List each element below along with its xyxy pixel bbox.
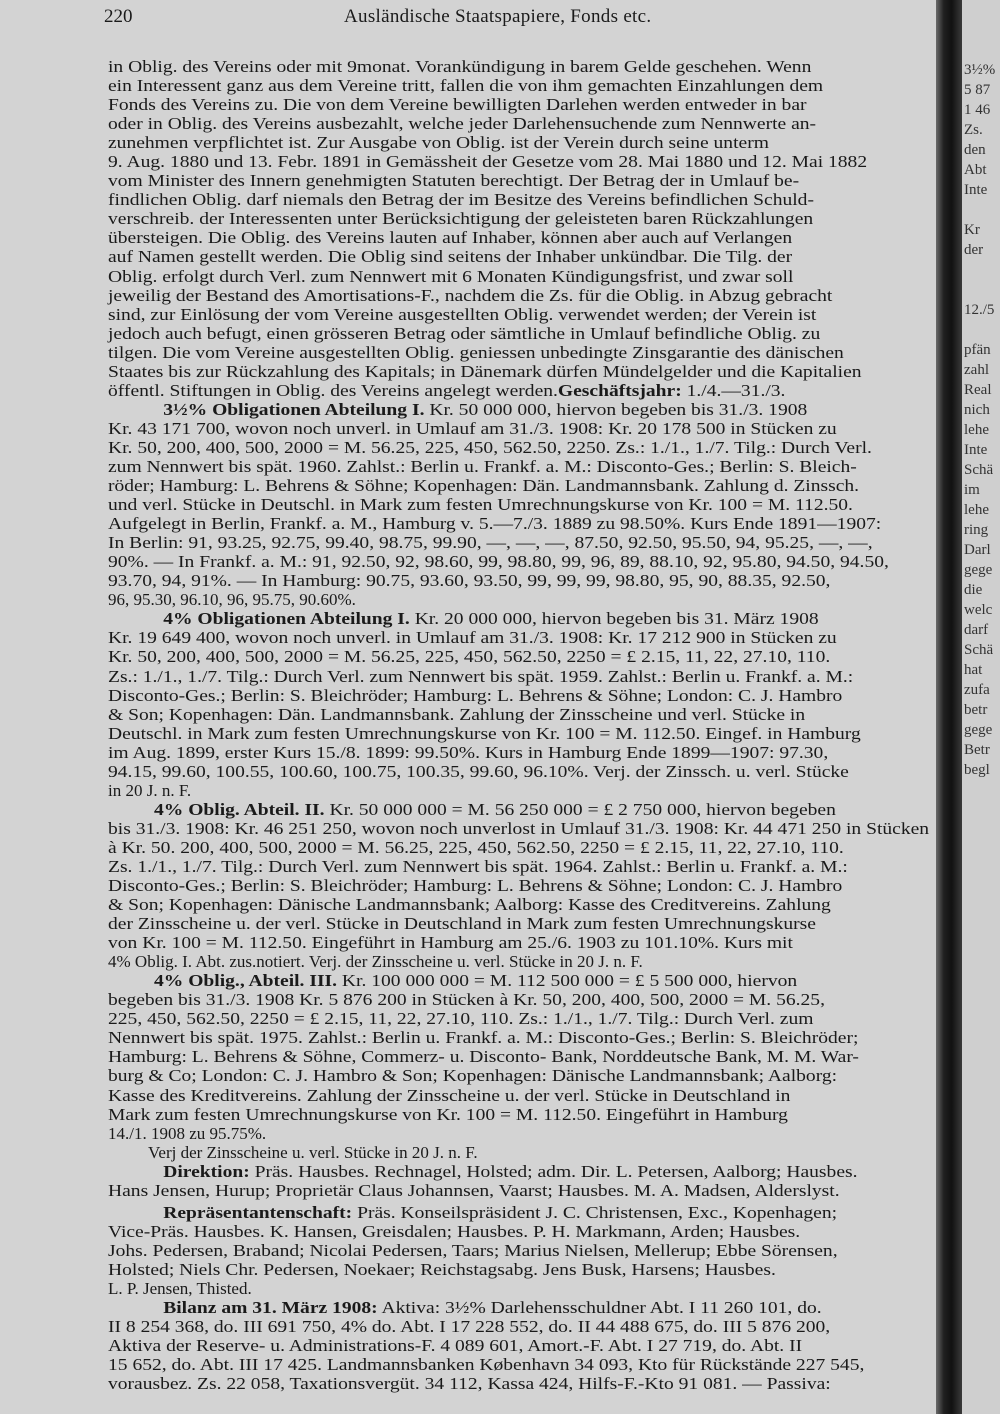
text-line: [108, 114, 1000, 133]
next-page-text-fragment: Real: [964, 382, 992, 398]
text-line: [108, 57, 1000, 76]
line-text: Kr. 100 000 000 = M. 112 500 000 = £ 5 500 000, hiervon: [337, 971, 798, 991]
text-line: [108, 228, 1000, 247]
text-line: [108, 1181, 1000, 1200]
text-line: [108, 895, 1000, 914]
line-text: vom Minister des Innern genehmigten Statuten berechtigt. Der Betrag der in Umlauf be-: [108, 171, 800, 191]
next-page-text-fragment: gege: [964, 562, 993, 578]
line-text: vorausbez. Zs. 22 058, Taxationsvergüt. 34 112, Kassa 424, Hilfs-F.-Kto 91 081. — Passiva:: [108, 1374, 831, 1394]
text-line: [108, 362, 1000, 381]
text-line: [108, 1203, 1000, 1222]
next-page-text-fragment: Kr: [964, 222, 980, 238]
text-line: [108, 76, 1000, 95]
line-text: & Son; Kopenhagen: Dänische Landmannsbank; Aalborg: Kasse des Creditvereins. Zahlung: [108, 895, 831, 915]
text-line: [108, 152, 1000, 171]
text-line: [108, 571, 1000, 590]
text-line: [108, 705, 1000, 724]
text-line: [108, 1086, 1000, 1105]
next-page-text-fragment: [964, 200, 1000, 220]
next-page-text-fragment: gege: [964, 722, 993, 738]
line-text: Hans Jensen, Hurup; Proprietär Claus Johannsen, Vaarst; Hausbes. M. A. Madsen, Alderslyst.: [108, 1180, 840, 1200]
line-text: öffentl. Stiftungen in Oblig. des Vereins angelegt werden.: [108, 380, 558, 400]
line-text: ein Interessent ganz aus dem Vereine tritt, fallen die von ihm gemachten Einzahlungen dem: [108, 76, 824, 96]
text-line: [108, 838, 1000, 857]
line-text: 90%. — In Frankf. a. M.: 91, 92.50, 92, 98.60, 99, 98.80, 99, 96, 89, 88.10, 92, 95.80, 94.50, 94.50,: [108, 552, 889, 572]
next-page-text-fragment: ring: [964, 522, 989, 538]
line-text: verschreib. der Interessenten unter Berücksichtigung der geleisteten baren Rückzahlungen: [108, 209, 814, 229]
line-text: 1./4.—31./3.: [681, 380, 786, 400]
line-text: Kr. 50, 200, 400, 500, 2000 = M. 56.25, 225, 450, 562.50, 2250 = £ 2.15, 11, 22, 27.10, 110.: [108, 647, 831, 667]
text-line: [108, 1355, 1000, 1374]
line-text: im Aug. 1899, erster Kurs 15./8. 1899: 99.50%. Kurs in Hamburg Ende 1899—1907: 97.30,: [108, 742, 829, 762]
text-line: [108, 1298, 1000, 1317]
line-text: Vice-Präs. Hausbes. K. Hansen, Greisdalen; Hausbes. P. H. Markmann, Arden; Hausbes.: [108, 1221, 801, 1241]
text-line: [108, 133, 1000, 152]
line-text: 96, 95.30, 96.10, 96, 95.75, 90.60%.: [108, 590, 356, 610]
next-page-text-fragment: lehe: [964, 422, 989, 438]
text-line: [108, 628, 1000, 647]
line-text: Kr. 50 000 000, hiervon begeben bis 31./3. 1908: [424, 399, 808, 419]
text-line: [108, 1105, 1000, 1124]
text-line: [108, 971, 1000, 990]
text-line: [108, 209, 1000, 228]
next-page-text-fragment: zahl: [964, 362, 989, 378]
line-text: auf Namen gestellt werden. Die Oblig sind seitens der Inhaber unkündbar. Die Tilg. der: [108, 247, 793, 267]
line-text: findlichen Oblig. darf niemals den Betrag der im Besitze des Vereins befindlichen Schuld-: [108, 190, 814, 210]
next-page-text-fragment: Zs.: [964, 122, 983, 138]
bold-heading: Geschäftsjahr:: [557, 380, 682, 400]
line-text: Johs. Pedersen, Braband; Nicolai Pedersen, Taars; Marius Nielsen, Mellerup; Ebbe Sörensen,: [108, 1240, 838, 1260]
line-text: 9. Aug. 1880 und 13. Febr. 1891 in Gemässheit der Gesetze vom 28. Mai 1880 und 12. Mai 1882: [108, 152, 868, 172]
text-line: [108, 724, 1000, 743]
line-text: II 8 254 368, do. III 691 750, 4% do. Abt. I 17 228 552, do. II 44 488 675, do. III 5 876 200,: [108, 1317, 831, 1337]
text-line: [108, 1317, 1000, 1336]
line-text: der Zinsscheine u. der verl. Stücke in Deutschland in Mark zum festen Umrechnungskurse: [108, 914, 816, 934]
text-line: [108, 590, 944, 609]
text-line: [108, 1047, 1000, 1066]
page-number: 220: [104, 6, 133, 27]
line-text: jeweilig der Bestand des Amortisations-F., nachdem die Zs. für die Oblig. in Abzug gebracht: [108, 285, 833, 305]
next-page-text-fragment: zufa: [964, 682, 990, 698]
next-page-text-fragment: [964, 260, 1000, 280]
text-line: [108, 1222, 1000, 1241]
bold-heading: Direktion:: [163, 1161, 250, 1181]
text-line: [108, 781, 944, 800]
line-text: zum Nennwert bis spät. 1960. Zahlst.: Berlin u. Frankf. a. M.: Disconto-Ges.; Berlin: S. Bleich-: [108, 456, 857, 476]
bold-heading: 3½% Obligationen Abteilung I.: [163, 399, 425, 419]
line-text: röder; Hamburg: L. Behrens & Söhne; Kopenhagen: Dän. Landmannsbank. Zahlung d. Zinssch.: [108, 476, 860, 496]
bold-heading: 4% Obligationen Abteilung I.: [163, 609, 410, 629]
line-text: bis 31./3. 1908: Kr. 46 251 250, wovon noch unverlost in Umlauf 31./3. 1908: Kr. 44 471 250 in Stücken: [108, 818, 930, 838]
line-text: Zs. 1./1., 1./7. Tilg.: Durch Verl. zum Nennwert bis spät. 1964. Zahlst.: Berlin u. Frankf. a. M.:: [108, 856, 848, 876]
text-line: [108, 343, 1000, 362]
line-text: 94.15, 99.60, 100.55, 100.60, 100.75, 100.35, 99.60, 96.10%. Verj. der Zinssch. u. verl. Stücke: [108, 761, 849, 781]
running-title: Ausländische Staatspapiere, Fonds etc.: [344, 6, 652, 27]
next-page-text-fragment: hat: [964, 662, 983, 678]
text-line: [108, 552, 1000, 571]
next-page-text-fragment: Schä: [964, 642, 994, 658]
text-line: [108, 1279, 944, 1298]
next-page-text-fragment: [964, 280, 1000, 300]
text-line: [108, 438, 1000, 457]
text-line: [108, 990, 1000, 1009]
text-line: [108, 476, 1000, 495]
text-line: [108, 876, 1000, 895]
text-line: [108, 819, 1000, 838]
line-text: 225, 450, 562.50, 2250 = £ 2.15, 11, 22, 27.10, 110. Zs.: 1./1., 1./7. Tilg.: Durch Verl. zum: [108, 1009, 814, 1029]
page-header: [104, 6, 924, 32]
line-text: tilgen. Die vom Vereine ausgestellten Oblig. geniessen unbedingte Zinsgarantie des dänischen: [108, 342, 844, 362]
next-page-text-fragment: die: [964, 582, 983, 598]
next-page-text-fragment: Darl: [964, 542, 991, 558]
line-text: Mark zum festen Umrechnungskurse von Kr. 100 = M. 112.50. Eingeführt in Hamburg: [108, 1104, 788, 1124]
text-line: [108, 381, 1000, 400]
text-line: [108, 647, 1000, 666]
text-line: [108, 1162, 1000, 1181]
next-page-text-fragment: betr: [964, 702, 988, 718]
line-text: burg & Co; London: C. J. Hambro & Son; Kopenhagen: Dänische Landmannsbank; Aalborg:: [108, 1066, 838, 1086]
line-text: Staates bis zur Rückzahlung des Kapitals; in Dänemark dürfen Mündelgelder und die Kapitalien: [108, 361, 862, 381]
line-text: Präs. Konseilspräsident J. C. Christensen, Exc., Kopenhagen;: [352, 1202, 838, 1222]
text-line: [108, 914, 1000, 933]
next-page-text-fragment: welc: [964, 602, 993, 618]
book-spine-shadow: [936, 0, 962, 1414]
next-page-text-fragment: pfän: [964, 342, 991, 358]
text-line: [108, 533, 1000, 552]
line-text: Kr. 19 649 400, wovon noch unverl. in Umlauf am 31./3. 1908: Kr. 17 212 900 in Stücken zu: [108, 628, 837, 648]
next-page-text-fragment: 12./5: [964, 302, 995, 318]
text-line: [108, 857, 1000, 876]
next-page-text-fragment: begl: [964, 762, 990, 778]
next-page-text-fragment: den: [964, 142, 986, 158]
next-page-text-fragment: lehe: [964, 502, 989, 518]
line-text: und verl. Stücke in Deutschl. in Mark zum festen Umrechnungskurse von Kr. 100 = M. 112.50.: [108, 495, 853, 515]
next-page-text-fragment: Schä: [964, 462, 994, 478]
text-line: [108, 247, 1000, 266]
line-text: jedoch auch befugt, einen grösseren Betrag oder sämtliche in Umlauf befindliche Oblig. zu: [108, 323, 821, 343]
text-line: [108, 1028, 1000, 1047]
text-line: [108, 1260, 1000, 1279]
text-line: [108, 686, 1000, 705]
next-page-text-fragment: im: [964, 482, 980, 498]
line-text: 93.70, 94, 91%. — In Hamburg: 90.75, 93.60, 93.50, 99, 99, 99, 98.80, 95, 90, 88.35, 92.50,: [108, 571, 831, 591]
line-text: Aufgelegt in Berlin, Frankf. a. M., Hamburg v. 5.—7./3. 1889 zu 98.50%. Kurs Ende 1891—1907:: [108, 514, 882, 534]
line-text: Oblig. erfolgt durch Verl. zum Nennwert mit 6 Monaten Kündigungsfrist, und zwar soll: [108, 266, 794, 286]
line-text: 15 652, do. Abt. III 17 425. Landmannsbanken København 34 093, Kto für Rückstände 227 545,: [108, 1355, 865, 1375]
text-line: [108, 95, 1000, 114]
line-text: & Son; Kopenhagen: Dän. Landmannsbank. Zahlung der Zinsscheine und verl. Stücke in: [108, 704, 806, 724]
text-line: [108, 933, 1000, 952]
text-line: [108, 1336, 1000, 1355]
text-line: [108, 457, 1000, 476]
line-text: Deutschl. in Mark zum festen Umrechnungskurse von Kr. 100 = M. 112.50. Eingef. in Hamburg: [108, 723, 861, 743]
line-text: Hamburg: L. Behrens & Söhne, Commerz- u. Disconto- Bank, Norddeutsche Bank, M. M. War-: [108, 1047, 859, 1067]
body-text: [108, 57, 944, 1393]
next-page-text-fragment: der: [964, 242, 984, 258]
line-text: in 20 J. n. F.: [108, 780, 192, 800]
text-line: [108, 667, 1000, 686]
bold-heading: 4% Oblig. Abteil. II.: [154, 799, 325, 819]
next-page-text-fragment: Inte: [964, 182, 988, 198]
text-line: [108, 514, 1000, 533]
next-page-text-fragment: 5 87: [964, 82, 991, 98]
line-text: Aktiva der Reserve- u. Administrations-F. 4 089 601, Amort.-F. Abt. I 27 719, do. Abt. II: [108, 1336, 803, 1356]
text-line: [108, 952, 944, 971]
line-text: sind, zur Einlösung der vom Vereine ausgestellten Oblig. verwendet werden; der Verein ist: [108, 304, 817, 324]
text-line: [108, 419, 1000, 438]
text-line: [108, 324, 1000, 343]
line-text: oder in Oblig. des Vereins ausbezahlt, welche jeder Darlehensuchende zum Nennwerte an-: [108, 114, 817, 134]
line-text: Kr. 20 000 000, hiervon begeben bis 31. März 1908: [409, 609, 819, 629]
line-text: L. P. Jensen, Thisted.: [108, 1279, 252, 1298]
line-text: begeben bis 31./3. 1908 Kr. 5 876 200 in Stücken à Kr. 50, 200, 400, 500, 2000 = M. 56.25,: [108, 990, 825, 1010]
next-page-text-fragment: darf: [964, 622, 989, 638]
line-text: Kr. 50, 200, 400, 500, 2000 = M. 56.25, 225, 450, 562.50, 2250. Zs.: 1./1., 1./7. Tilg.: Durch Verl.: [108, 437, 872, 457]
line-text: 4% Oblig. I. Abt. zus.notiert. Verj. der Zinsscheine u. verl. Stücke in 20 J. n. F.: [108, 952, 643, 972]
bold-heading: Repräsentantenschaft:: [163, 1202, 353, 1222]
text-line: [108, 267, 1000, 286]
text-line: [108, 400, 1000, 419]
line-text: Disconto-Ges.; Berlin: S. Bleichröder; Hamburg: L. Behrens & Söhne; London: C. J. Hambro: [108, 685, 843, 705]
text-line: [108, 495, 1000, 514]
next-page-text-fragment: [964, 320, 1000, 340]
line-text: Verj der Zinsscheine u. verl. Stücke in 20 J. n. F.: [148, 1142, 478, 1162]
text-line: [108, 190, 1000, 209]
next-page-text-fragment: Abt: [964, 162, 987, 178]
line-text: übersteigen. Die Oblig. des Vereins lauten auf Inhaber, können aber auch auf Verlangen: [108, 228, 793, 248]
text-line: [108, 286, 1000, 305]
bold-heading: 4% Oblig., Abteil. III.: [154, 971, 338, 991]
text-line: [108, 1009, 1000, 1028]
line-text: Zs.: 1./1., 1./7. Tilg.: Durch Verl. zum Nennwert bis spät. 1959. Zahlst.: Berlin u. Frankf. a. M.:: [108, 666, 854, 686]
text-line: [108, 1124, 944, 1143]
text-line: [108, 743, 1000, 762]
text-line: [108, 762, 1000, 781]
text-line: [108, 1241, 1000, 1260]
line-text: In Berlin: 91, 93.25, 92.75, 99.40, 98.75, 99.90, —, —, —, 87.50, 92.50, 95.50, 94, 95.25, —, —,: [108, 533, 873, 553]
line-text: à Kr. 50. 200, 400, 500, 2000 = M. 56.25, 225, 450, 562.50, 2250 = £ 2.15, 11, 22, 27.10, 110.: [108, 837, 844, 857]
line-text: Kr. 50 000 000 = M. 56 250 000 = £ 2 750 000, hiervon begeben: [324, 799, 836, 819]
text-line: [108, 609, 1000, 628]
line-text: Nennwert bis spät. 1975. Zahlst.: Berlin u. Frankf. a. M.: Disconto-Ges.; Berlin: S. Bleichröder;: [108, 1028, 859, 1048]
text-line: [108, 1143, 944, 1162]
line-text: in Oblig. des Vereins oder mit 9monat. Vorankündigung in barem Gelde geschehen. Wenn: [108, 57, 812, 76]
line-text: Kasse des Kreditvereins. Zahlung der Zinsscheine u. der verl. Stücke in Deutschland in: [108, 1085, 791, 1105]
text-line: [108, 1374, 1000, 1393]
line-text: Präs. Hausbes. Rechnagel, Holsted; adm. Dir. L. Petersen, Aalborg; Hausbes.: [249, 1161, 858, 1181]
next-page-text-fragment: Betr: [964, 742, 990, 758]
line-text: zunehmen verpflichtet ist. Zur Ausgabe von Oblig. ist der Verein durch seine unterm: [108, 133, 769, 153]
line-text: Fonds des Vereins zu. Die von dem Vereine bewilligten Darlehen werden entweder in bar: [108, 95, 807, 115]
line-text: 14./1. 1908 zu 95.75%.: [108, 1123, 267, 1143]
next-page-text-fragment: Inte: [964, 442, 988, 458]
line-text: Aktiva: 3½% Darlehensschuldner Abt. I 11 260 101, do.: [377, 1298, 822, 1318]
line-text: Holsted; Niels Chr. Pedersen, Noekaer; Reichstagsabg. Jens Busk, Harsens; Hausbes.: [108, 1259, 776, 1279]
text-line: [108, 800, 1000, 819]
next-page-text-fragment: nich: [964, 402, 990, 418]
line-text: Kr. 43 171 700, wovon noch unverl. in Umlauf am 31./3. 1908: Kr. 20 178 500 in Stücken zu: [108, 418, 837, 438]
bold-heading: Bilanz am 31. März 1908:: [163, 1298, 378, 1318]
line-text: Disconto-Ges.; Berlin: S. Bleichröder; Hamburg: L. Behrens & Söhne; London: C. J. Hambro: [108, 876, 843, 896]
text-line: [108, 305, 1000, 324]
line-text: von Kr. 100 = M. 112.50. Eingeführt in Hamburg am 25./6. 1903 zu 101.10%. Kurs mit: [108, 933, 793, 953]
text-line: [108, 1066, 1000, 1085]
text-line: [108, 171, 1000, 190]
next-page-fragment: [964, 60, 1000, 780]
next-page-text-fragment: 3½%: [964, 62, 996, 78]
next-page-text-fragment: 1 46: [964, 102, 991, 118]
